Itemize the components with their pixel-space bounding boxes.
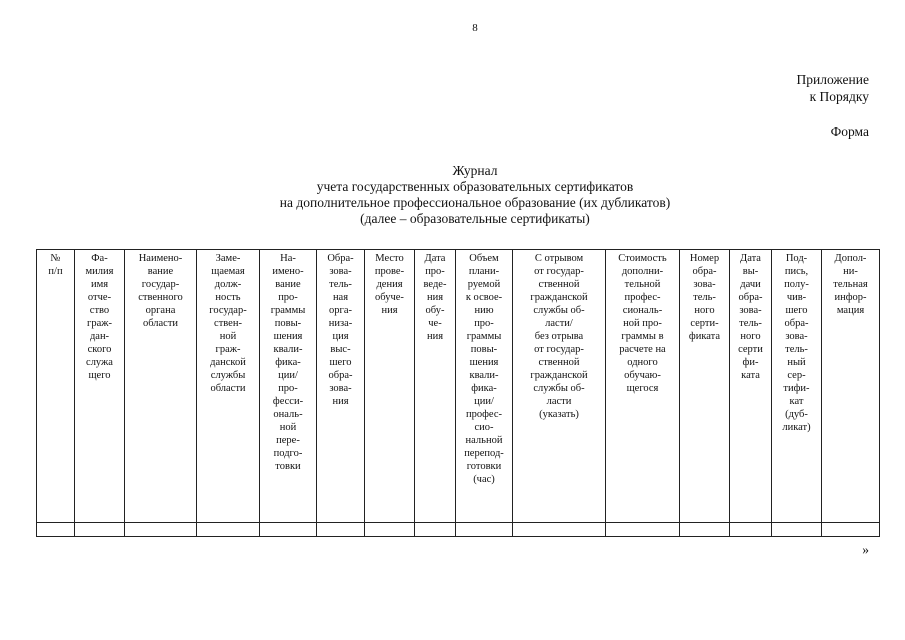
title-line-1: Журнал <box>452 163 498 178</box>
table-row <box>37 523 880 537</box>
table-cell <box>317 523 365 537</box>
document-title <box>0 163 905 227</box>
table-cell <box>365 523 415 537</box>
table-cell <box>730 523 772 537</box>
table-cell <box>75 523 125 537</box>
col-header-recipient-signature: Под- пись, полу- чив- шего обра- зова- тель- ный сер- тифи- кат (дуб- ликат) <box>772 250 822 523</box>
table-cell <box>125 523 197 537</box>
table-cell <box>606 523 680 537</box>
col-header-additional-info: Допол- ни- тельная инфор- мация <box>822 250 880 523</box>
table-cell <box>37 523 75 537</box>
closing-quote: » <box>862 542 869 557</box>
col-header-program-hours: Объем плани- руемой к освое- нию про- граммы повы- шения квали- фика- ции/ профес- сио- нальной перепод- готовки (час) <box>456 250 513 523</box>
col-header-program-name: На- имено- вание про- граммы повы- шения квали- фика- ции/ про- фесси- ональ- ной пере- подго- товки <box>260 250 317 523</box>
page-number: 8 <box>472 22 478 34</box>
col-header-training-place: Место прове- дения обуче- ния <box>365 250 415 523</box>
title-line-3: на дополнительное профессиональное образование (их дубликатов) <box>279 195 671 210</box>
col-header-issue-date: Дата вы- дачи обра- зова- тель- ного серти фи- ката <box>730 250 772 523</box>
table-header-row <box>37 250 880 523</box>
table-cell <box>415 523 456 537</box>
col-header-program-cost: Стоимость дополни- тельной профес- сиональ- ной про- граммы в расчете на одного обучаю- щегося <box>606 250 680 523</box>
col-header-training-date: Дата про- веде- ния обу- че- ния <box>415 250 456 523</box>
col-header-certificate-number: Номер обра- зова- тель- ного серти- фиката <box>680 250 730 523</box>
table-cell <box>822 523 880 537</box>
table-cell <box>456 523 513 537</box>
col-header-number: № п/п <box>37 250 75 523</box>
col-header-state-body: Наимено- вание государ- ственного органа области <box>125 250 197 523</box>
table-cell <box>772 523 822 537</box>
appendix-line-2: к Порядку <box>809 89 869 104</box>
col-header-educational-organization: Обра- зова- тель- ная орга- низа- ция выс- шего обра- зова- ния <box>317 250 365 523</box>
table-cell <box>513 523 606 537</box>
table-cell <box>680 523 730 537</box>
journal-table <box>36 249 880 537</box>
col-header-position: Заме- щаемая долж- ность государ- ствен- ной граж- данской службы области <box>197 250 260 523</box>
title-line-2: учета государственных образовательных сертификатов <box>316 179 634 194</box>
table-cell <box>260 523 317 537</box>
appendix-reference <box>797 71 869 105</box>
table-cell <box>197 523 260 537</box>
title-line-4: (далее – образовательные сертификаты) <box>360 211 590 226</box>
form-label: Форма <box>830 124 869 139</box>
col-header-full-name: Фа- милия имя отче- ство граж- дан- ского служа щего <box>75 250 125 523</box>
appendix-line-1: Приложение <box>796 72 869 87</box>
col-header-study-mode: С отрывом от государ- ственной гражданской службы об- ласти/ без отрыва от государ- ственной гражданской службы об- ласти (указать) <box>513 250 606 523</box>
